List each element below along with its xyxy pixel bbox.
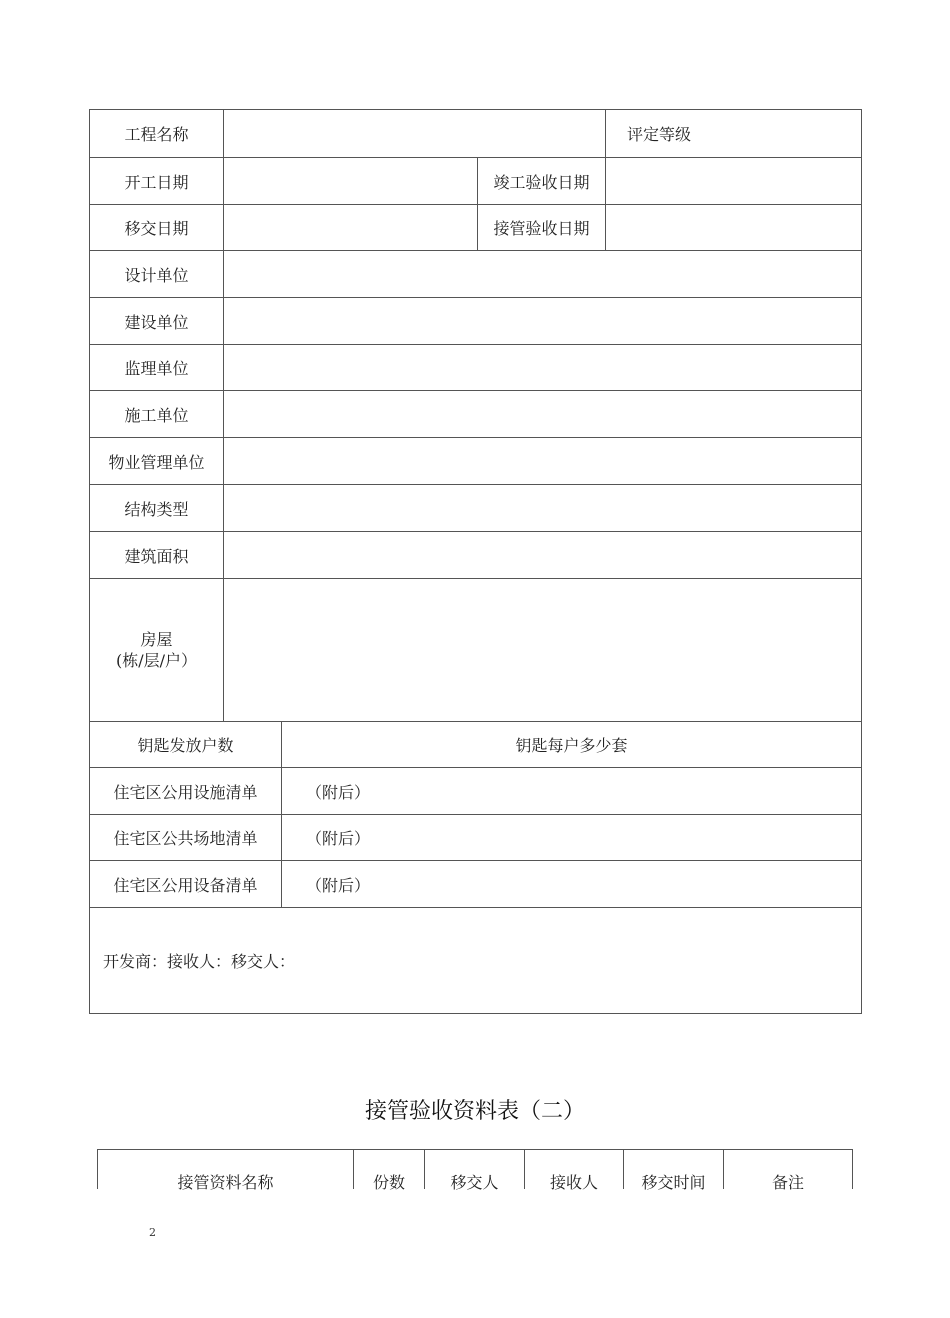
label-keys-per-household: 钥匙每户多少套 [515,736,628,755]
value-start-date[interactable] [224,158,477,204]
header-handover-person: 移交人 [450,1172,499,1192]
label-takeover-date: 接管验收日期 [493,219,590,238]
label-start-date: 开工日期 [124,172,189,192]
header-handover-time: 移交时间 [641,1172,706,1192]
header-receiver: 接收人 [549,1172,598,1192]
label-supervision-unit: 监理单位 [124,359,189,378]
value-structure-type[interactable] [224,485,861,531]
value-property-unit[interactable] [224,438,861,484]
value-completion-date[interactable] [606,158,861,204]
header-remarks: 备注 [771,1172,804,1192]
value-public-equipment: （附后） [306,875,371,895]
label-house-line1: 房屋 [140,630,173,649]
label-property-unit: 物业管理单位 [108,452,205,472]
value-project-name[interactable] [224,110,605,157]
value-construction-owner[interactable] [224,298,861,344]
value-takeover-date[interactable] [606,205,861,250]
label-public-sites: 住宅区公共场地清单 [113,829,258,848]
header-document-name: 接管资料名称 [177,1172,274,1192]
value-public-facilities: （附后） [306,782,371,802]
table2-title: 接管验收资料表（二） [364,1099,585,1124]
label-public-equipment: 住宅区公用设备清单 [113,875,258,895]
value-supervision-unit[interactable] [224,345,861,390]
label-handover-date: 移交日期 [124,219,189,238]
label-public-facilities: 住宅区公用设施清单 [113,782,258,802]
value-public-sites: （附后） [306,829,371,848]
label-contractor-unit: 施工单位 [124,405,189,425]
page-number: 2 [149,1226,156,1239]
label-house-line2: (栋/层/户） [115,651,198,670]
signature-line: 开发商：接收人：移交人： [103,952,296,971]
label-project-name: 工程名称 [124,125,189,144]
value-house[interactable] [224,579,861,721]
value-contractor-unit[interactable] [224,391,861,437]
label-completion-date: 竣工验收日期 [493,172,590,192]
label-construction-owner: 建设单位 [124,312,189,332]
value-handover-date[interactable] [224,205,477,250]
label-structure-type: 结构类型 [124,499,189,519]
label-floor-area: 建筑面积 [124,546,189,566]
label-key-households: 钥匙发放户数 [137,736,234,755]
value-design-unit[interactable] [224,251,861,297]
label-rating: 评定等级 [627,125,692,144]
label-design-unit: 设计单位 [124,265,189,285]
label-house [90,579,223,721]
value-floor-area[interactable] [224,532,861,578]
header-copies: 份数 [372,1172,405,1192]
